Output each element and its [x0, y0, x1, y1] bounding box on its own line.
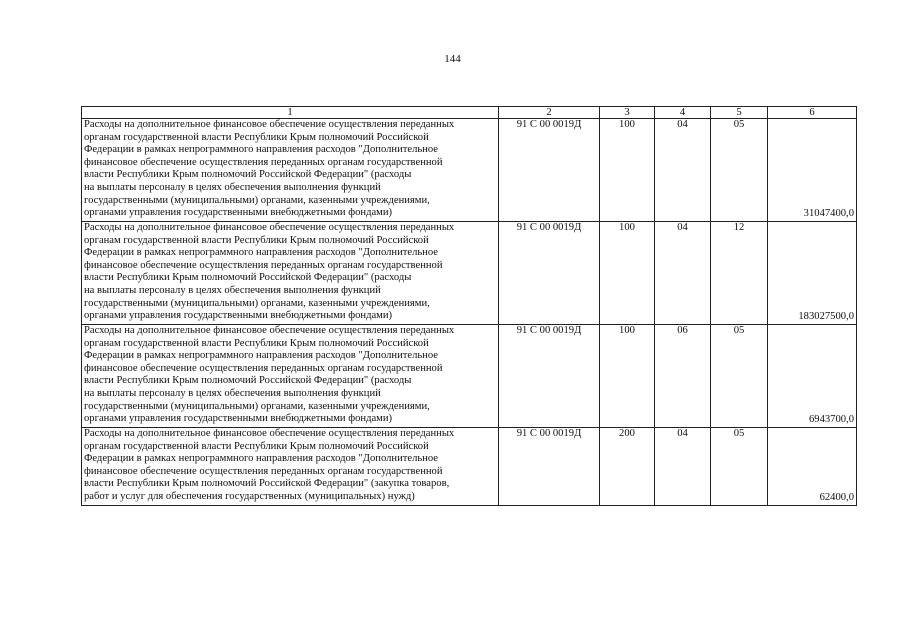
header-cell: 5 — [711, 107, 768, 119]
description-text: Расходы на дополнительное финансовое обеспечение осуществления переданных органам государственной власти Республики Крым полномочий Российской Федерации в рамках непрограммного направления расходов "Дополнительное финансовое обеспечение осуществления переданных органам государственной власти Республики Крым полномочий Российской Федерации" (расходы на выплаты персоналу в целях обеспечения выполнения функций государственными (муниципальными) органами, казенными учреждениями, органами управления государственными внебюджетными фондами) — [84, 222, 455, 322]
header-cell: 3 — [600, 107, 655, 119]
row-description — [82, 119, 499, 222]
row-code: 91 С 00 0019Д — [499, 119, 600, 222]
description-text: Расходы на дополнительное финансовое обеспечение осуществления переданных органам государственной власти Республики Крым полномочий Российской Федерации в рамках непрограммного направления расходов "Дополнительное финансовое обеспечение осуществления переданных органам государственной власти Республики Крым полномочий Российской Федерации" (закупка товаров, работ и услуг для обеспечения государственных (муниципальных) нужд) — [84, 428, 455, 502]
row-pr: 05 — [711, 325, 768, 428]
table-row — [82, 119, 857, 222]
table-header-row — [82, 107, 857, 119]
header-cell: 6 — [768, 107, 857, 119]
row-rz: 06 — [655, 325, 711, 428]
page-number: 144 — [444, 53, 461, 65]
row-kvr: 200 — [600, 428, 655, 506]
row-code: 91 С 00 0019Д — [499, 222, 600, 325]
row-amount: 6943700,0 — [768, 325, 857, 428]
row-rz: 04 — [655, 222, 711, 325]
description-text: Расходы на дополнительное финансовое обеспечение осуществления переданных органам государственной власти Республики Крым полномочий Российской Федерации в рамках непрограммного направления расходов "Дополнительное финансовое обеспечение осуществления переданных органам государственной власти Республики Крым полномочий Российской Федерации" (расходы на выплаты персоналу в целях обеспечения выполнения функций государственными (муниципальными) органами, казенными учреждениями, органами управления государственными внебюджетными фондами) — [84, 325, 455, 425]
row-description — [82, 428, 499, 506]
row-description — [82, 222, 499, 325]
table-row — [82, 325, 857, 428]
header-cell: 1 — [82, 107, 499, 119]
row-kvr: 100 — [600, 222, 655, 325]
row-pr: 12 — [711, 222, 768, 325]
table-row — [82, 428, 857, 506]
row-pr: 05 — [711, 119, 768, 222]
row-rz: 04 — [655, 428, 711, 506]
table-row — [82, 222, 857, 325]
budget-table — [81, 106, 857, 506]
header-cell: 4 — [655, 107, 711, 119]
row-amount: 183027500,0 — [768, 222, 857, 325]
row-rz: 04 — [655, 119, 711, 222]
row-kvr: 100 — [600, 325, 655, 428]
header-cell: 2 — [499, 107, 600, 119]
row-description — [82, 325, 499, 428]
row-pr: 05 — [711, 428, 768, 506]
row-kvr: 100 — [600, 119, 655, 222]
description-text: Расходы на дополнительное финансовое обеспечение осуществления переданных органам государственной власти Республики Крым полномочий Российской Федерации в рамках непрограммного направления расходов "Дополнительное финансовое обеспечение осуществления переданных органам государственной власти Республики Крым полномочий Российской Федерации" (расходы на выплаты персоналу в целях обеспечения выполнения функций государственными (муниципальными) органами, казенными учреждениями, органами управления государственными внебюджетными фондами) — [84, 119, 455, 219]
row-amount: 31047400,0 — [768, 119, 857, 222]
row-amount: 62400,0 — [768, 428, 857, 506]
row-code: 91 С 00 0019Д — [499, 325, 600, 428]
row-code: 91 С 00 0019Д — [499, 428, 600, 506]
